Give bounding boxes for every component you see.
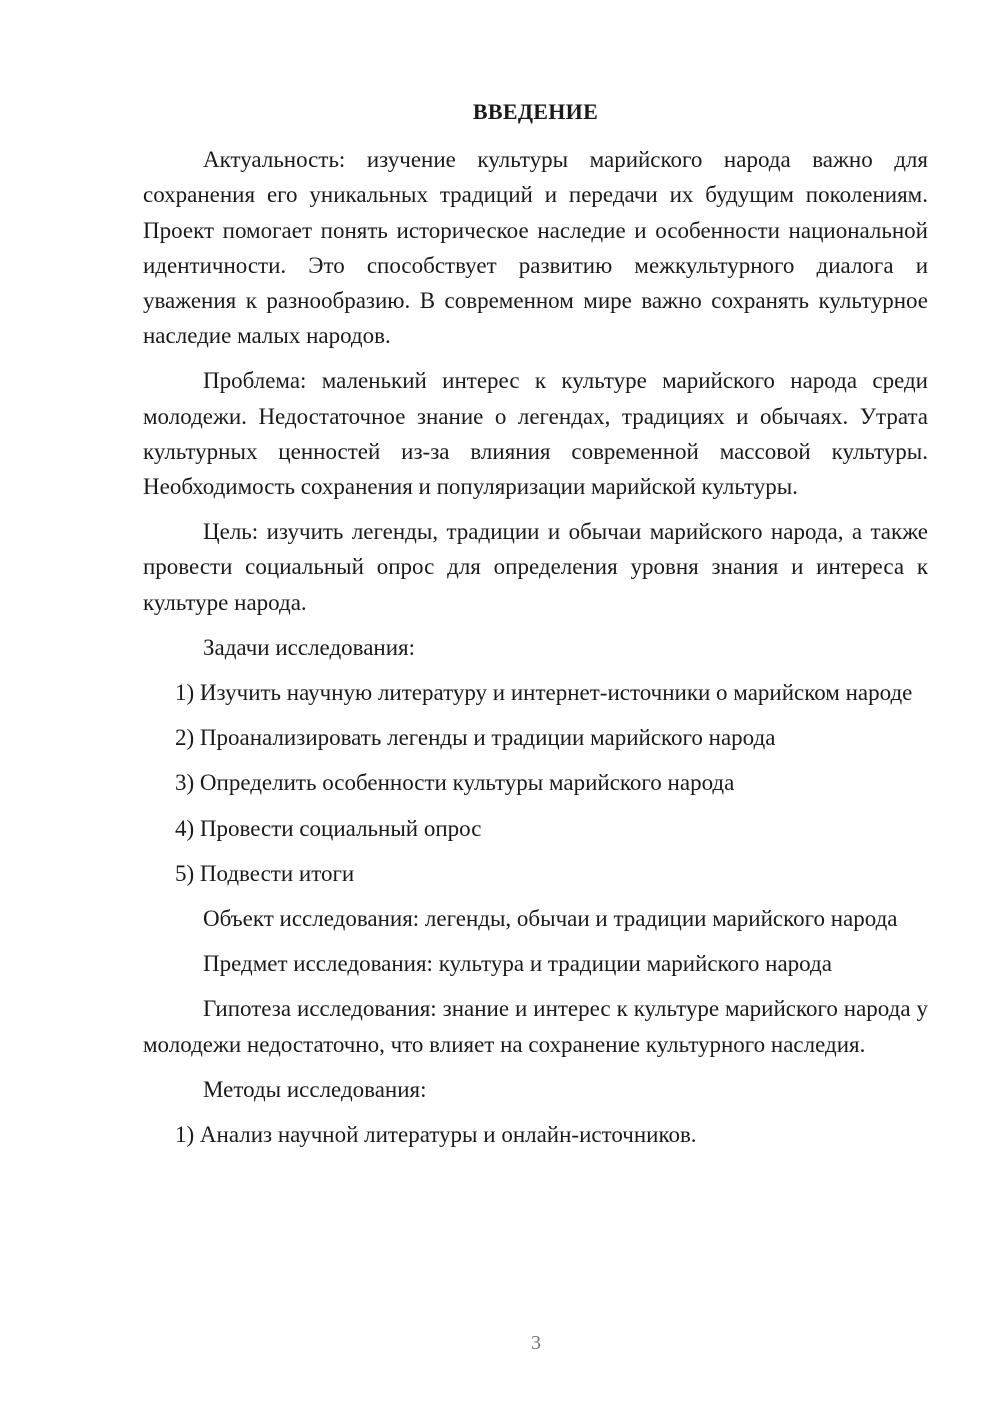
hypothesis-paragraph: Гипотеза исследования: знание и интерес к культуре марийского народа у молодежи недостаточно, что влияет на сохранение культурного наследия. — [143, 996, 928, 1057]
goal-paragraph: Цель: изучить легенды, традиции и обычаи марийского народа, а также провести социальный опрос для определения уровня знания и интереса к культуре народа. — [143, 519, 928, 615]
task-item: 4) Провести социальный опрос — [175, 815, 482, 841]
page-content — [143, 94, 928, 1152]
method-item: 1) Анализ научной литературы и онлайн-источников. — [175, 1122, 697, 1148]
relevance-paragraph: Актуальность: изучение культуры марийского народа важно для сохранения его уникальных традиций и передачи их будущим поколениям. Проект помогает понять историческое наследие и особенности национальной идентичности. Это способствует развитию межкультурного диалога и уважения к разнообразию. В современном мире важно сохранять культурное наследие малых народов. — [143, 147, 928, 349]
task-item: 1) Изучить научную литературу и интернет-источники о марийском народе — [175, 680, 913, 706]
methods-heading: Методы исследования: — [203, 1076, 427, 1102]
task-item: 3) Определить особенности культуры марийского народа — [175, 770, 735, 796]
page-title: ВВЕДЕНИЕ — [472, 99, 599, 124]
subject-paragraph: Предмет исследования: культура и традиции марийского народа — [203, 951, 832, 977]
page-number: 3 — [531, 1332, 541, 1354]
object-paragraph: Объект исследования: легенды, обычаи и традиции марийского народа — [203, 906, 898, 932]
problem-paragraph: Проблема: маленький интерес к культуре марийского народа среди молодежи. Недостаточное знание о легендах, традициях и обычаях. Утрата культурных ценностей из-за влияния современной массовой культуры. Необходимость сохранения и популяризации марийской культуры. — [143, 368, 928, 500]
task-item: 2) Проанализировать легенды и традиции марийского народа — [175, 725, 776, 751]
task-item: 5) Подвести итоги — [175, 860, 355, 886]
tasks-heading: Задачи исследования: — [203, 634, 416, 660]
